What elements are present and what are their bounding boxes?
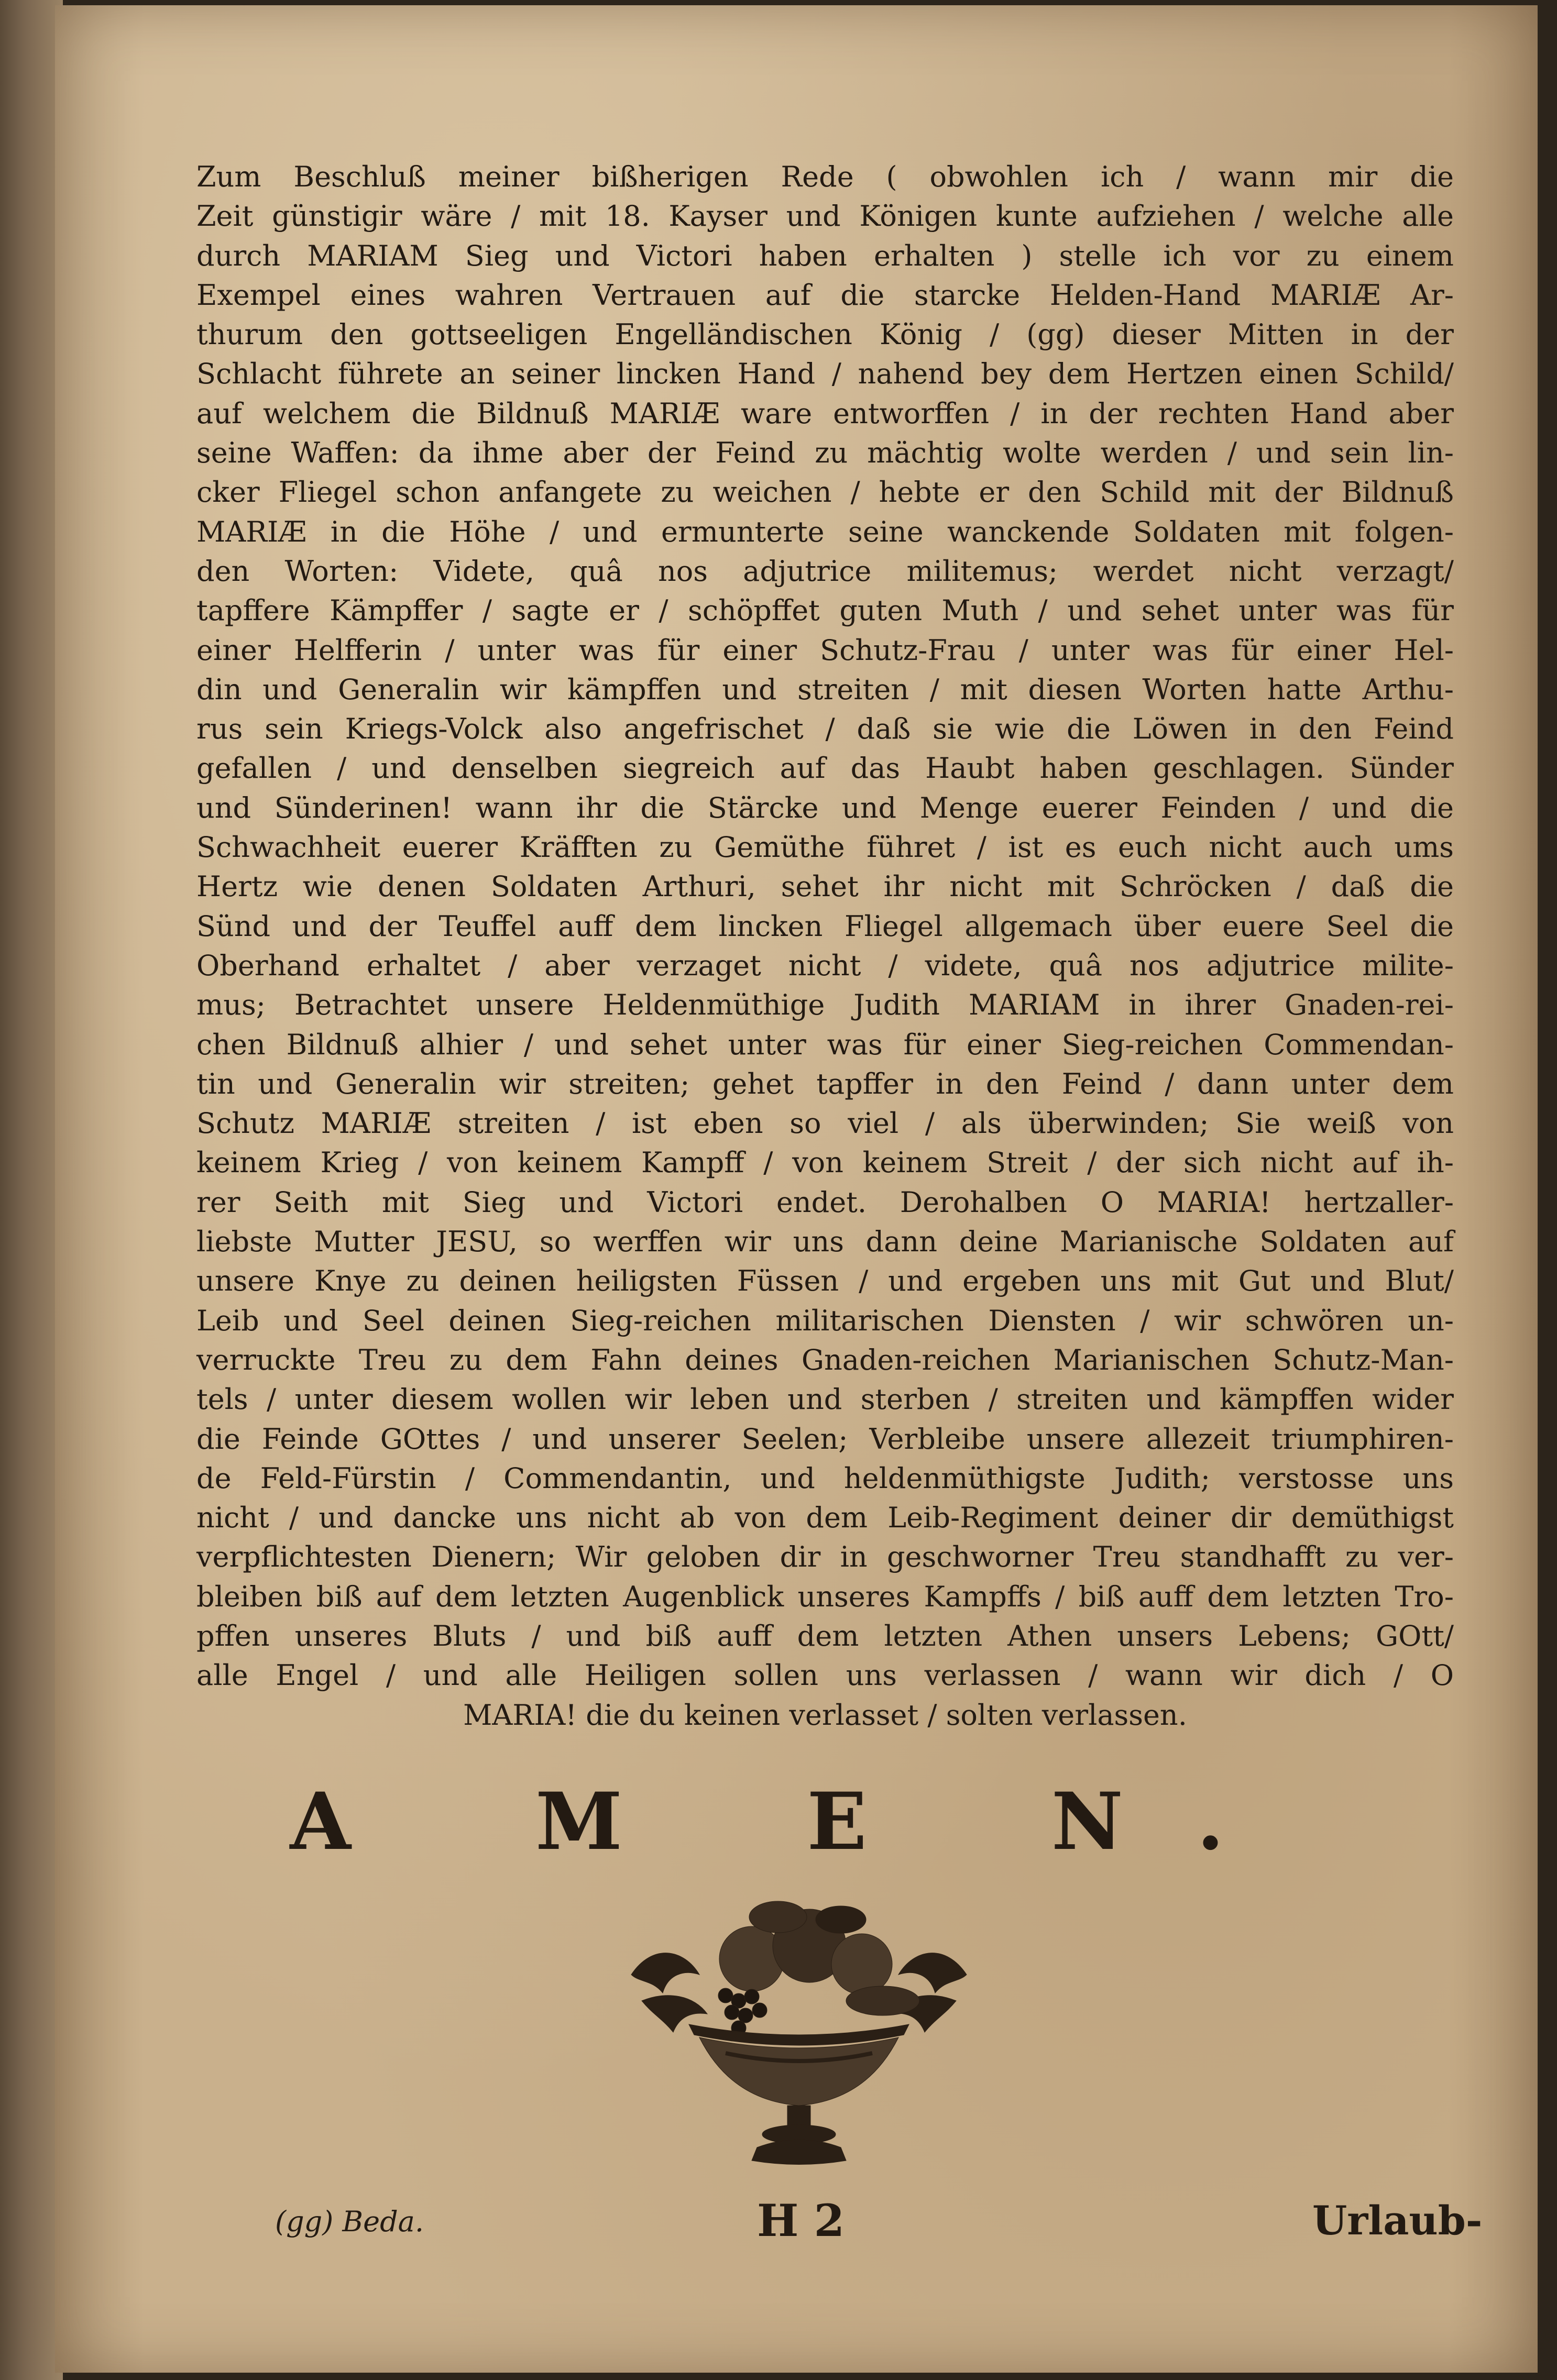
- text-line: keinem Krieg / von keinem Kampff / von keinem Streit / der sich nicht auf ih-: [196, 1146, 1454, 1180]
- book-page: [55, 5, 1538, 2373]
- text-line: den Worten: Videte, quâ nos adjutrice militemus; werdet nicht verzagt/: [196, 554, 1454, 588]
- book-gutter: [0, 0, 63, 2380]
- text-line: Leib und Seel deinen Sieg-reichen militarischen Diensten / wir schwören un-: [196, 1304, 1454, 1337]
- text-line: thurum den gottseeligen Engelländischen König / (gg) dieser Mitten in der: [196, 318, 1454, 351]
- text-line: Zum Beschluß meiner bißherigen Rede ( obwohlen ich / wann mir die: [196, 160, 1454, 193]
- text-line: die Feinde GOttes / und unserer Seelen; Verbleibe unsere allezeit triumphiren-: [196, 1422, 1454, 1456]
- text-line: nicht / und dancke uns nicht ab von dem Leib-Regiment deiner dir demüthigst: [196, 1501, 1454, 1535]
- text-line: Sünd und der Teuffel auff dem lincken Fliegel allgemach über euere Seel die: [196, 909, 1454, 943]
- text-line: Hertz wie denen Soldaten Arthuri, sehet ihr nicht mit Schröcken / daß die: [196, 870, 1454, 903]
- text-line: seine Waffen: da ihme aber der Feind zu mächtig wolte werden / und sein lin-: [196, 436, 1454, 470]
- text-line: Oberhand erhaltet / aber verzaget nicht / videte, quâ nos adjutrice milite-: [196, 949, 1454, 982]
- text-line: rer Seith mit Sieg und Victori endet. Derohalben O MARIA! hertzaller-: [196, 1185, 1454, 1219]
- text-line: verpflichtesten Dienern; Wir geloben dir in geschworner Treu standhafft zu ver-: [196, 1540, 1454, 1574]
- text-line: und Sünderinen! wann ihr die Stärcke und Menge euerer Feinden / und die: [196, 791, 1454, 824]
- text-line: alle Engel / und alle Heiligen sollen uns verlassen / wann wir dich / O: [196, 1659, 1454, 1692]
- text-line: Schwachheit euerer Kräfften zu Gemüthe führet / ist es euch nicht auch ums: [196, 831, 1454, 864]
- text-line: din und Generalin wir kämpffen und streiten / mit diesen Worten hatte Arthu-: [196, 673, 1454, 706]
- text-line: tels / unter diesem wollen wir leben und sterben / streiten und kämpffen wider: [196, 1383, 1454, 1416]
- text-line: gefallen / und denselben siegreich auf das Haubt haben geschlagen. Sünder: [196, 752, 1454, 785]
- body-text: [196, 157, 1454, 1735]
- text-line: Zeit günstigir wäre / mit 18. Kayser und Königen kunte aufziehen / welche alle: [196, 200, 1454, 233]
- text-line: bleiben biß auf dem letzten Augenblick unseres Kampffs / biß auff dem letzten Tro-: [196, 1580, 1454, 1613]
- text-line: cker Fliegel schon anfangete zu weichen / hebte er den Schild mit der Bildnuß: [196, 476, 1454, 509]
- text-line: liebste Mutter JESU, so werffen wir uns dann deine Marianische Soldaten auf: [196, 1225, 1454, 1259]
- text-line: pffen unseres Bluts / und biß auff dem letzten Athen unsers Lebens; GOtt/: [196, 1619, 1454, 1652]
- text-line: auf welchem die Bildnuß MARIÆ ware entworffen / in der rechten Hand aber: [196, 396, 1454, 430]
- text-line: MARIÆ in die Höhe / und ermunterte seine wanckende Soldaten mit folgen-: [196, 515, 1454, 548]
- text-line: einer Helfferin / unter was für einer Schutz-Frau / unter was für einer Hel-: [196, 633, 1454, 667]
- text-line: Schlacht führete an seiner lincken Hand / nahend bey dem Hertzen einen Schild/: [196, 357, 1454, 391]
- text-line-final: MARIA! die du keinen verlasset / solten verlassen.: [463, 1698, 1187, 1732]
- text-line: chen Bildnuß alhier / und sehet unter was für einer Sieg-reichen Commendan-: [196, 1028, 1454, 1061]
- text-line: tin und Generalin wir streiten; gehet tapffer in den Feind / dann unter dem: [196, 1067, 1454, 1100]
- text-line: durch MARIAM Sieg und Victori haben erhalten ) stelle ich vor zu einem: [196, 239, 1454, 272]
- text-line: Schutz MARIÆ streiten / ist eben so viel / als überwinden; Sie weiß von: [196, 1107, 1454, 1140]
- text-line: de Feld-Fürstin / Commendantin, und heldenmüthigste Judith; verstosse uns: [196, 1461, 1454, 1495]
- catchword: Urlaub-: [1312, 2197, 1483, 2244]
- text-line: Exempel eines wahren Vertrauen auf die starcke Helden-Hand MARIÆ Ar-: [196, 278, 1454, 312]
- closing-amen: A M E N.: [290, 1776, 1303, 1868]
- footnote: (gg) Beda.: [275, 2205, 424, 2238]
- signature-mark: H 2: [757, 2195, 845, 2246]
- fruit-bowl-ornament: [621, 1896, 977, 2179]
- text-line: tapffere Kämpffer / sagte er / schöpffet guten Muth / und sehet unter was für: [196, 594, 1454, 627]
- text-line: unsere Knye zu deinen heiligsten Füssen / und ergeben uns mit Gut und Blut/: [196, 1264, 1454, 1298]
- text-line: mus; Betrachtet unsere Heldenmüthige Judith MARIAM in ihrer Gnaden-rei-: [196, 988, 1454, 1022]
- text-line: verruckte Treu zu dem Fahn deines Gnaden-reichen Marianischen Schutz-Man-: [196, 1343, 1454, 1376]
- text-line: rus sein Kriegs-Volck also angefrischet / daß sie wie die Löwen in den Feind: [196, 712, 1454, 746]
